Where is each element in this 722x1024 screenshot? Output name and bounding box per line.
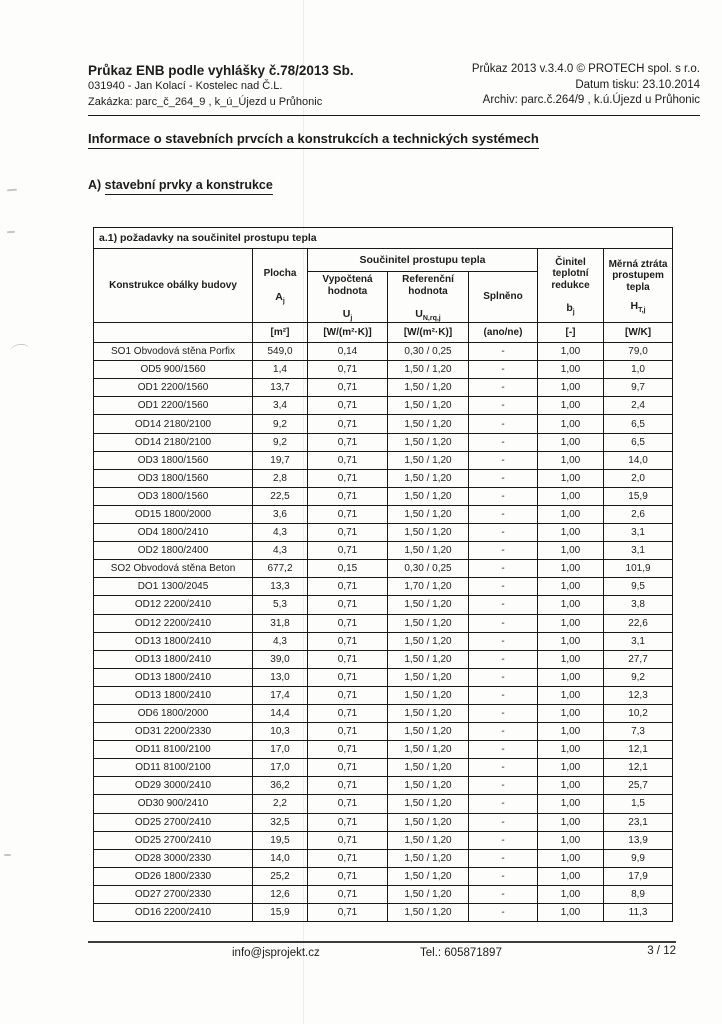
table-row — [94, 831, 673, 849]
cell-construction: SO1 Obvodová stěna Porfix — [94, 343, 253, 361]
cell-construction: OD1 2200/1560 — [94, 379, 253, 397]
cell-compliance: - — [469, 505, 538, 523]
cell-u-calculated: 0,71 — [308, 723, 388, 741]
cell-area: 9,2 — [253, 415, 308, 433]
cell-construction: OD13 1800/2410 — [94, 668, 253, 686]
cell-heat-loss: 14,0 — [604, 451, 673, 469]
cell-b-factor: 1,00 — [538, 632, 604, 650]
cell-u-reference: 1,50 / 1,20 — [388, 795, 469, 813]
cell-b-factor: 1,00 — [538, 379, 604, 397]
cell-heat-loss: 101,9 — [604, 560, 673, 578]
cell-construction: OD31 2200/2330 — [94, 723, 253, 741]
cell-area: 31,8 — [253, 614, 308, 632]
cell-u-reference: 1,50 / 1,20 — [388, 813, 469, 831]
cell-u-reference: 1,50 / 1,20 — [388, 469, 469, 487]
cell-u-reference: 1,50 / 1,20 — [388, 686, 469, 704]
cell-heat-loss: 3,1 — [604, 632, 673, 650]
cell-construction: OD3 1800/1560 — [94, 487, 253, 505]
column-header-heat-loss: Měrná ztráta prostupem tepla $H_{T,j}$ — [604, 249, 673, 323]
table-row — [94, 505, 673, 523]
cell-u-calculated: 0,71 — [308, 904, 388, 922]
cell-area: 2,8 — [253, 469, 308, 487]
cell-b-factor: 1,00 — [538, 704, 604, 722]
cell-heat-loss: 9,5 — [604, 578, 673, 596]
table-row — [94, 397, 673, 415]
cell-u-reference: 0,30 / 0,25 — [388, 343, 469, 361]
cell-construction: OD13 1800/2410 — [94, 650, 253, 668]
table-row — [94, 451, 673, 469]
cell-compliance: - — [469, 885, 538, 903]
unit-cell: [W/(m²·K)] — [388, 323, 469, 343]
table-caption-row — [94, 228, 673, 249]
cell-compliance: - — [469, 542, 538, 560]
table-row — [94, 650, 673, 668]
cell-u-reference: 1,50 / 1,20 — [388, 831, 469, 849]
cell-u-reference: 1,50 / 1,20 — [388, 632, 469, 650]
cell-u-calculated: 0,71 — [308, 777, 388, 795]
table-row — [94, 686, 673, 704]
cell-construction: OD4 1800/2410 — [94, 524, 253, 542]
table-units-row — [94, 323, 673, 343]
cell-u-reference: 1,50 / 1,20 — [388, 867, 469, 885]
cell-u-calculated: 0,71 — [308, 505, 388, 523]
cell-b-factor: 1,00 — [538, 397, 604, 415]
cell-compliance: - — [469, 524, 538, 542]
cell-u-reference: 1,50 / 1,20 — [388, 433, 469, 451]
cell-heat-loss: 9,7 — [604, 379, 673, 397]
subsection-title: stavební prvky a konstrukce — [105, 178, 273, 195]
cell-u-reference: 1,50 / 1,20 — [388, 885, 469, 903]
cell-u-calculated: 0,71 — [308, 469, 388, 487]
cell-b-factor: 1,00 — [538, 741, 604, 759]
cell-compliance: - — [469, 759, 538, 777]
cell-u-reference: 1,50 / 1,20 — [388, 505, 469, 523]
cell-construction: OD13 1800/2410 — [94, 632, 253, 650]
cell-b-factor: 1,00 — [538, 831, 604, 849]
table-row — [94, 741, 673, 759]
cell-u-reference: 1,50 / 1,20 — [388, 596, 469, 614]
section-heading: Informace o stavebních prvcích a konstrukcích a technických systémech — [88, 131, 539, 146]
cell-area: 4,3 — [253, 524, 308, 542]
cell-heat-loss: 7,3 — [604, 723, 673, 741]
cell-heat-loss: 25,7 — [604, 777, 673, 795]
table-row — [94, 379, 673, 397]
cell-compliance: - — [469, 741, 538, 759]
cell-construction: OD1 2200/1560 — [94, 397, 253, 415]
cell-heat-loss: 27,7 — [604, 650, 673, 668]
cell-construction: OD6 1800/2000 — [94, 704, 253, 722]
page-header — [88, 62, 700, 116]
cell-construction: OD14 2180/2100 — [94, 415, 253, 433]
table-row — [94, 560, 673, 578]
cell-b-factor: 1,00 — [538, 885, 604, 903]
footer-page-number: 3 / 12 — [647, 945, 676, 957]
cell-b-factor: 1,00 — [538, 813, 604, 831]
cell-construction: OD12 2200/2410 — [94, 596, 253, 614]
column-header-calculated: Vypočtená hodnota $U_j$ — [308, 272, 388, 323]
subsection-prefix: A) — [88, 178, 105, 192]
column-header-compliance: Splněno — [469, 272, 538, 323]
cell-heat-loss: 17,9 — [604, 867, 673, 885]
cell-compliance: - — [469, 614, 538, 632]
cell-area: 10,3 — [253, 723, 308, 741]
cell-construction: OD12 2200/2410 — [94, 614, 253, 632]
cell-b-factor: 1,00 — [538, 849, 604, 867]
cell-heat-loss: 10,2 — [604, 704, 673, 722]
cell-heat-loss: 15,9 — [604, 487, 673, 505]
cell-b-factor: 1,00 — [538, 578, 604, 596]
cell-area: 14,4 — [253, 704, 308, 722]
cell-u-calculated: 0,71 — [308, 415, 388, 433]
table-header-row-group — [94, 249, 673, 272]
cell-area: 17,4 — [253, 686, 308, 704]
cell-heat-loss: 9,9 — [604, 849, 673, 867]
cell-u-reference: 1,50 / 1,20 — [388, 524, 469, 542]
cell-u-reference: 1,50 / 1,20 — [388, 397, 469, 415]
cell-b-factor: 1,00 — [538, 415, 604, 433]
cell-construction: OD14 2180/2100 — [94, 433, 253, 451]
cell-construction: OD3 1800/1560 — [94, 469, 253, 487]
order-line: Zakázka: parc_č_264_9 , k_ú_Újezd u Průhonic — [88, 95, 323, 108]
table-row — [94, 415, 673, 433]
table-row — [94, 904, 673, 922]
cell-u-calculated: 0,71 — [308, 759, 388, 777]
cell-construction: OD11 8100/2100 — [94, 759, 253, 777]
table-row — [94, 343, 673, 361]
cell-compliance: - — [469, 686, 538, 704]
cell-u-calculated: 0,71 — [308, 632, 388, 650]
cell-area: 9,2 — [253, 433, 308, 451]
cell-u-reference: 1,50 / 1,20 — [388, 759, 469, 777]
cell-b-factor: 1,00 — [538, 433, 604, 451]
cell-construction: OD15 1800/2000 — [94, 505, 253, 523]
cell-u-calculated: 0,71 — [308, 614, 388, 632]
table-row — [94, 849, 673, 867]
cell-heat-loss: 9,2 — [604, 668, 673, 686]
cell-u-calculated: 0,71 — [308, 741, 388, 759]
cell-area: 3,4 — [253, 397, 308, 415]
cell-u-reference: 1,50 / 1,20 — [388, 487, 469, 505]
cell-area: 2,2 — [253, 795, 308, 813]
cell-compliance: - — [469, 704, 538, 722]
cell-area: 13,7 — [253, 379, 308, 397]
cell-u-reference: 1,50 / 1,20 — [388, 650, 469, 668]
cell-b-factor: 1,00 — [538, 596, 604, 614]
scan-artifact — [7, 231, 15, 233]
cell-compliance: - — [469, 904, 538, 922]
cell-b-factor: 1,00 — [538, 487, 604, 505]
cell-b-factor: 1,00 — [538, 904, 604, 922]
cell-area: 36,2 — [253, 777, 308, 795]
cell-b-factor: 1,00 — [538, 361, 604, 379]
cell-u-calculated: 0,71 — [308, 668, 388, 686]
scan-artifact — [7, 189, 17, 192]
unit-cell: (ano/ne) — [469, 323, 538, 343]
cell-heat-loss: 8,9 — [604, 885, 673, 903]
page-header-right — [472, 62, 700, 109]
table-row — [94, 614, 673, 632]
table-row — [94, 723, 673, 741]
cell-heat-loss: 23,1 — [604, 813, 673, 831]
cell-construction: OD25 2700/2410 — [94, 831, 253, 849]
cell-compliance: - — [469, 777, 538, 795]
cell-b-factor: 1,00 — [538, 614, 604, 632]
cell-u-calculated: 0,14 — [308, 343, 388, 361]
cell-u-reference: 1,50 / 1,20 — [388, 741, 469, 759]
cell-u-reference: 0,30 / 0,25 — [388, 560, 469, 578]
cell-u-reference: 1,50 / 1,20 — [388, 904, 469, 922]
table-row — [94, 777, 673, 795]
cell-area: 4,3 — [253, 542, 308, 560]
cell-u-calculated: 0,71 — [308, 867, 388, 885]
cell-area: 32,5 — [253, 813, 308, 831]
cell-compliance: - — [469, 650, 538, 668]
cell-u-reference: 1,50 / 1,20 — [388, 614, 469, 632]
cell-construction: OD25 2700/2410 — [94, 813, 253, 831]
cell-u-calculated: 0,71 — [308, 361, 388, 379]
unit-cell — [94, 323, 253, 343]
table-body — [94, 343, 673, 922]
cell-u-reference: 1,50 / 1,20 — [388, 415, 469, 433]
cell-heat-loss: 22,6 — [604, 614, 673, 632]
cell-compliance: - — [469, 415, 538, 433]
cell-u-calculated: 0,71 — [308, 795, 388, 813]
cell-area: 13,0 — [253, 668, 308, 686]
column-header-reference: Referenční hodnota $U_{N,rq,j}$ — [388, 272, 469, 323]
cell-construction: OD11 8100/2100 — [94, 741, 253, 759]
table-row — [94, 668, 673, 686]
cell-b-factor: 1,00 — [538, 650, 604, 668]
cell-u-calculated: 0,71 — [308, 524, 388, 542]
table-row — [94, 542, 673, 560]
cell-area: 39,0 — [253, 650, 308, 668]
table-row — [94, 469, 673, 487]
cell-u-calculated: 0,71 — [308, 578, 388, 596]
cell-b-factor: 1,00 — [538, 777, 604, 795]
cell-u-calculated: 0,71 — [308, 451, 388, 469]
cell-u-reference: 1,50 / 1,20 — [388, 723, 469, 741]
cell-heat-loss: 79,0 — [604, 343, 673, 361]
table-row — [94, 795, 673, 813]
cell-compliance: - — [469, 433, 538, 451]
unit-cell: [m²] — [253, 323, 308, 343]
cell-u-calculated: 0,71 — [308, 542, 388, 560]
footer-email: info@jsprojekt.cz — [232, 947, 320, 959]
unit-cell: [W/K] — [604, 323, 673, 343]
cell-compliance: - — [469, 469, 538, 487]
cell-u-calculated: 0,71 — [308, 849, 388, 867]
cell-compliance: - — [469, 795, 538, 813]
cell-compliance: - — [469, 596, 538, 614]
table-row — [94, 361, 673, 379]
cell-construction: OD26 1800/2330 — [94, 867, 253, 885]
cell-area: 677,2 — [253, 560, 308, 578]
cell-heat-loss: 12,1 — [604, 741, 673, 759]
cell-u-calculated: 0,71 — [308, 487, 388, 505]
cell-heat-loss: 1,5 — [604, 795, 673, 813]
cell-compliance: - — [469, 560, 538, 578]
archive-line: Archiv: parc.č.264/9 , k.ú.Újezd u Průhonic — [482, 94, 700, 106]
cell-construction: OD5 900/1560 — [94, 361, 253, 379]
cell-compliance: - — [469, 487, 538, 505]
subsection-heading — [88, 178, 273, 192]
cell-compliance: - — [469, 831, 538, 849]
cell-area: 12,6 — [253, 885, 308, 903]
cell-construction: OD13 1800/2410 — [94, 686, 253, 704]
cell-heat-loss: 6,5 — [604, 433, 673, 451]
cell-b-factor: 1,00 — [538, 759, 604, 777]
cell-construction: DO1 1300/2045 — [94, 578, 253, 596]
cell-u-calculated: 0,71 — [308, 686, 388, 704]
table-row — [94, 813, 673, 831]
cell-area: 22,5 — [253, 487, 308, 505]
cell-u-calculated: 0,71 — [308, 433, 388, 451]
cell-heat-loss: 2,4 — [604, 397, 673, 415]
print-date-line: Datum tisku: 23.10.2014 — [575, 78, 700, 91]
table-row — [94, 704, 673, 722]
document-title: Průkaz ENB podle vyhlášky č.78/2013 Sb. — [88, 63, 354, 78]
table-row — [94, 759, 673, 777]
cell-b-factor: 1,00 — [538, 668, 604, 686]
cell-heat-loss: 13,9 — [604, 831, 673, 849]
cell-b-factor: 1,00 — [538, 505, 604, 523]
table-row — [94, 433, 673, 451]
cell-area: 25,2 — [253, 867, 308, 885]
cell-u-calculated: 0,71 — [308, 650, 388, 668]
cell-u-reference: 1,50 / 1,20 — [388, 451, 469, 469]
cell-b-factor: 1,00 — [538, 451, 604, 469]
cell-area: 5,3 — [253, 596, 308, 614]
cell-u-reference: 1,50 / 1,20 — [388, 777, 469, 795]
cell-u-reference: 1,50 / 1,20 — [388, 379, 469, 397]
footer-rule — [88, 941, 676, 943]
cell-u-reference: 1,50 / 1,20 — [388, 361, 469, 379]
cell-u-reference: 1,50 / 1,20 — [388, 849, 469, 867]
cell-construction: SO2 Obvodová stěna Beton — [94, 560, 253, 578]
group-header-heat-transfer: Součinitel prostupu tepla — [308, 249, 538, 272]
scan-artifact — [9, 343, 31, 359]
column-header-construction: Konstrukce obálky budovy — [94, 249, 253, 323]
cell-construction: OD28 3000/2330 — [94, 849, 253, 867]
cell-b-factor: 1,00 — [538, 343, 604, 361]
cell-construction: OD29 3000/2410 — [94, 777, 253, 795]
unit-cell: [W/(m²·K)] — [308, 323, 388, 343]
requirements-table — [93, 227, 673, 922]
cell-area: 14,0 — [253, 849, 308, 867]
cell-b-factor: 1,00 — [538, 469, 604, 487]
cell-area: 19,7 — [253, 451, 308, 469]
column-header-area: Plocha $A_j$ — [253, 249, 308, 323]
cell-compliance: - — [469, 668, 538, 686]
cell-heat-loss: 3,8 — [604, 596, 673, 614]
cell-u-reference: 1,50 / 1,20 — [388, 542, 469, 560]
cell-heat-loss: 2,0 — [604, 469, 673, 487]
footer-phone: Tel.: 605871897 — [420, 947, 502, 959]
cell-b-factor: 1,00 — [538, 560, 604, 578]
scan-artifact — [4, 854, 11, 856]
table-row — [94, 487, 673, 505]
cell-u-calculated: 0,71 — [308, 704, 388, 722]
cell-u-calculated: 0,71 — [308, 885, 388, 903]
cell-u-calculated: 0,71 — [308, 813, 388, 831]
cell-heat-loss: 6,5 — [604, 415, 673, 433]
cell-heat-loss: 12,1 — [604, 759, 673, 777]
cell-compliance: - — [469, 379, 538, 397]
cell-construction: OD2 1800/2400 — [94, 542, 253, 560]
cell-b-factor: 1,00 — [538, 524, 604, 542]
cell-u-calculated: 0,15 — [308, 560, 388, 578]
cell-area: 3,6 — [253, 505, 308, 523]
cell-area: 549,0 — [253, 343, 308, 361]
cell-u-calculated: 0,71 — [308, 397, 388, 415]
table-row — [94, 867, 673, 885]
cell-compliance: - — [469, 451, 538, 469]
cell-u-calculated: 0,71 — [308, 831, 388, 849]
page-header-left — [88, 62, 354, 110]
cell-construction: OD27 2700/2330 — [94, 885, 253, 903]
cell-area: 4,3 — [253, 632, 308, 650]
cell-heat-loss: 3,1 — [604, 542, 673, 560]
cell-compliance: - — [469, 849, 538, 867]
cell-construction: OD3 1800/1560 — [94, 451, 253, 469]
cell-area: 1,4 — [253, 361, 308, 379]
cell-heat-loss: 2,6 — [604, 505, 673, 523]
cell-b-factor: 1,00 — [538, 723, 604, 741]
cell-u-reference: 1,50 / 1,20 — [388, 704, 469, 722]
cell-area: 13,3 — [253, 578, 308, 596]
cell-compliance: - — [469, 632, 538, 650]
cell-compliance: - — [469, 343, 538, 361]
cell-construction: OD16 2200/2410 — [94, 904, 253, 922]
cell-area: 19,5 — [253, 831, 308, 849]
cell-u-calculated: 0,71 — [308, 379, 388, 397]
cell-b-factor: 1,00 — [538, 867, 604, 885]
cell-u-reference: 1,70 / 1,20 — [388, 578, 469, 596]
cell-u-calculated: 0,71 — [308, 596, 388, 614]
table-row — [94, 885, 673, 903]
cell-compliance: - — [469, 578, 538, 596]
cell-u-reference: 1,50 / 1,20 — [388, 668, 469, 686]
table-row — [94, 632, 673, 650]
cell-compliance: - — [469, 723, 538, 741]
cell-compliance: - — [469, 361, 538, 379]
software-version-line: Průkaz 2013 v.3.4.0 © PROTECH spol. s r.o. — [471, 63, 700, 75]
cell-area: 17,0 — [253, 759, 308, 777]
table-row — [94, 596, 673, 614]
cell-area: 15,9 — [253, 904, 308, 922]
column-header-reduction-factor: Činitel teplotní redukce $b_j$ — [538, 249, 604, 323]
cell-compliance: - — [469, 867, 538, 885]
client-line: 031940 - Jan Kolací - Kostelec nad Č.L. — [88, 80, 283, 92]
cell-compliance: - — [469, 397, 538, 415]
cell-heat-loss: 12,3 — [604, 686, 673, 704]
cell-compliance: - — [469, 813, 538, 831]
cell-b-factor: 1,00 — [538, 542, 604, 560]
cell-heat-loss: 11,3 — [604, 904, 673, 922]
unit-cell: [-] — [538, 323, 604, 343]
cell-heat-loss: 3,1 — [604, 524, 673, 542]
table-row — [94, 578, 673, 596]
cell-construction: OD30 900/2410 — [94, 795, 253, 813]
table-row — [94, 524, 673, 542]
cell-heat-loss: 1,0 — [604, 361, 673, 379]
cell-b-factor: 1,00 — [538, 795, 604, 813]
cell-area: 17,0 — [253, 741, 308, 759]
table-caption: a.1) požadavky na součinitel prostupu tepla — [94, 228, 673, 249]
cell-b-factor: 1,00 — [538, 686, 604, 704]
